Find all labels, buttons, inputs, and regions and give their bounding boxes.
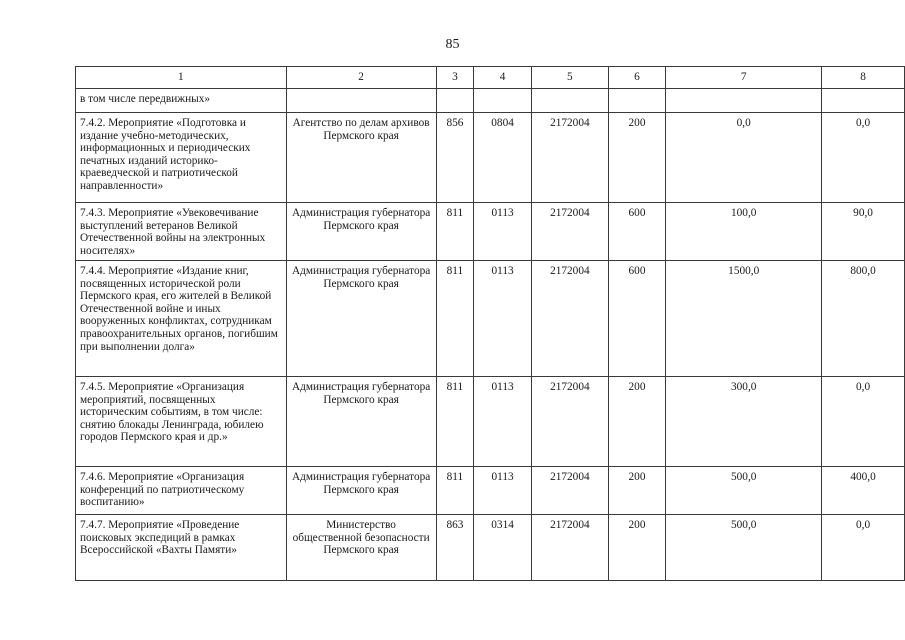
table-row (76, 377, 905, 467)
empty-cell (822, 89, 905, 113)
page-number: 85 (445, 37, 460, 52)
measure-cell: 7.4.3. Мероприятие «Увековечивание выступлений ветеранов Великой Отечественной войны на электронных носителях» (76, 203, 287, 261)
empty-cell (531, 89, 608, 113)
header-cell: 2 (286, 67, 436, 89)
code-cell: 811 (436, 261, 473, 377)
executor-cell: Администрация губернатора Пермского края (286, 261, 436, 377)
code-cell: 0314 (474, 515, 532, 581)
value-cell: 300,0 (666, 377, 822, 467)
value-cell: 0,0 (822, 515, 905, 581)
value-cell: 800,0 (822, 261, 905, 377)
code-cell: 200 (608, 113, 666, 203)
executor-cell: Министерство общественной безопасности Пермского края (286, 515, 436, 581)
code-cell: 600 (608, 261, 666, 377)
code-cell: 0113 (474, 203, 532, 261)
header-cell: 4 (474, 67, 532, 89)
code-cell: 200 (608, 467, 666, 515)
measure-cell: 7.4.7. Мероприятие «Проведение поисковых экспедиций в рамках Всероссийской «Вахты Памяти» (76, 515, 287, 581)
value-cell: 100,0 (666, 203, 822, 261)
header-cell: 1 (76, 67, 287, 89)
code-cell: 0804 (474, 113, 532, 203)
code-cell: 2172004 (531, 377, 608, 467)
value-cell: 1500,0 (666, 261, 822, 377)
value-cell: 500,0 (666, 515, 822, 581)
code-cell: 856 (436, 113, 473, 203)
header-cell: 6 (608, 67, 666, 89)
executor-cell: Администрация губернатора Пермского края (286, 467, 436, 515)
table-row-carry-over (76, 89, 905, 113)
code-cell: 2172004 (531, 113, 608, 203)
table-row (76, 261, 905, 377)
header-cell: 8 (822, 67, 905, 89)
table-header-row (76, 67, 905, 89)
code-cell: 811 (436, 377, 473, 467)
value-cell: 500,0 (666, 467, 822, 515)
empty-cell (474, 89, 532, 113)
code-cell: 863 (436, 515, 473, 581)
code-cell: 811 (436, 467, 473, 515)
table-row (76, 203, 905, 261)
code-cell: 811 (436, 203, 473, 261)
code-cell: 2172004 (531, 261, 608, 377)
code-cell: 2172004 (531, 203, 608, 261)
table-row (76, 515, 905, 581)
measure-cell: 7.4.6. Мероприятие «Организация конференций по патриотическому воспитанию» (76, 467, 287, 515)
budget-table (75, 66, 905, 581)
header-cell: 3 (436, 67, 473, 89)
header-cell: 5 (531, 67, 608, 89)
code-cell: 200 (608, 515, 666, 581)
measure-cell: 7.4.5. Мероприятие «Организация мероприятий, посвященных историческим событиям, в том числе: снятию блокады Ленинграда, юбилею городов Пермского края и др.» (76, 377, 287, 467)
value-cell: 90,0 (822, 203, 905, 261)
value-cell: 0,0 (822, 377, 905, 467)
value-cell: 400,0 (822, 467, 905, 515)
value-cell: 0,0 (822, 113, 905, 203)
code-cell: 2172004 (531, 515, 608, 581)
value-cell: 0,0 (666, 113, 822, 203)
executor-cell: Администрация губернатора Пермского края (286, 377, 436, 467)
table-row (76, 467, 905, 515)
measure-cell: 7.4.2. Мероприятие «Подготовка и издание учебно-методических, информационных и периодических печатных изданий историко-краеведческой и патриотической направленности» (76, 113, 287, 203)
header-cell: 7 (666, 67, 822, 89)
empty-cell (436, 89, 473, 113)
code-cell: 0113 (474, 377, 532, 467)
empty-cell (666, 89, 822, 113)
executor-cell: Администрация губернатора Пермского края (286, 203, 436, 261)
empty-cell (286, 89, 436, 113)
measure-cell: 7.4.4. Мероприятие «Издание книг, посвященных исторической роли Пермского края, его жителей в Великой Отечественной войне и иных вооруженных конфликтах, сотрудникам правоохранительных органов, погибшим при выполнении долга» (76, 261, 287, 377)
code-cell: 0113 (474, 467, 532, 515)
carry-over-text: в том числе передвижных» (76, 89, 287, 113)
code-cell: 0113 (474, 261, 532, 377)
code-cell: 200 (608, 377, 666, 467)
code-cell: 600 (608, 203, 666, 261)
code-cell: 2172004 (531, 467, 608, 515)
table-row (76, 113, 905, 203)
empty-cell (608, 89, 666, 113)
executor-cell: Агентство по делам архивов Пермского края (286, 113, 436, 203)
